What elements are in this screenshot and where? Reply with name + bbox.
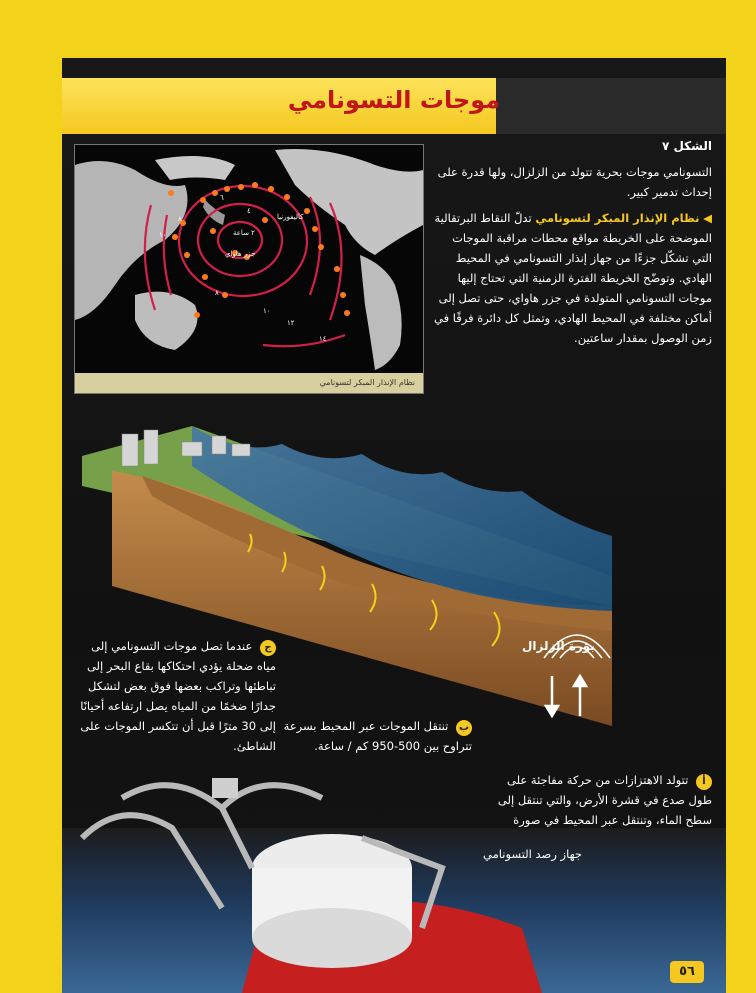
map-footer: نظام الإنذار المبكر لتسونامي <box>75 373 423 393</box>
map-label-12: ١٢ <box>287 319 295 327</box>
map-label-4: ٤ <box>247 207 251 215</box>
map-description <box>434 208 712 348</box>
map-heading: نظام الإنذار المبكر لتسونامي <box>535 211 700 225</box>
map-label-two-hours: ٢ ساعة <box>233 229 255 237</box>
step-b-text: تنتقل الموجات عبر المحيط بسرعة تتراوح بين 500-950 كم / ساعة. <box>283 719 472 753</box>
intro-paragraph: التسونامي موجات بحرية تتولد من الزلزال، ولها قدرة على إحداث تدمير كبير. <box>437 165 712 199</box>
map-label-hawaii: جزر هاواي <box>225 250 256 258</box>
map-text: تدلّ النقاط البرتقالية الموضحة على الخريطة مواقع محطات مراقبة الموجات التي تشكّل جزءًا من جهاز إنذار التسونامي في المحيط الهادي. وتوضّح الخريطة الفترة الزمنية التي تحتاج إليها موجات التسونامي المتولدة في جزر هاواي، حتى تصل إلى أماكن مختلفة في المحيط الهادي، وتمثل كل دائرة فرقًا في زمن الوصول بمقدار ساعتين. <box>434 211 712 345</box>
page-title: موجات التسونامي <box>287 86 501 114</box>
step-a-badge: أ <box>696 774 712 790</box>
step-c-badge: ج <box>260 640 276 656</box>
pacific-map <box>74 144 424 394</box>
tsunami-buoy-photo <box>62 758 726 993</box>
figure-label: الشكل ٧ <box>661 139 712 153</box>
step-c-block <box>76 636 276 756</box>
page <box>62 58 726 993</box>
buoy-caption: جهاز رصد التسونامي <box>483 847 582 861</box>
map-graphic <box>75 145 423 373</box>
map-label-10b: ١٠ <box>263 307 271 315</box>
map-label-california: كاليفورنيا <box>277 213 304 221</box>
map-label-8a: ٨ <box>178 215 182 223</box>
step-c-text: عندما تصل موجات التسونامي إلى مياه ضحلة يؤدي احتكاكها بقاع البحر إلى تباطئها وتراكب بعضها فوق بعض لتشكل جدارًا ضخمًا من المياه يصل ارتفاعه أحيانًا إلى 30 مترًا قبل أن تتكسر الموجات على الشاطئ. <box>80 639 276 753</box>
map-label-8b: ٨ <box>215 289 219 297</box>
epicenter-label: بؤرة الزلزال <box>522 639 595 653</box>
step-b-block <box>272 716 472 756</box>
map-label-10a: ١٠ <box>159 231 167 239</box>
step-b-badge: ب <box>456 720 472 736</box>
step-a-text: تتولد الاهتزازات من حركة مفاجئة على طول صدع في قشرة الأرض، والتي تنتقل إلى سطح الماء، وتنتقل عبر المحيط في صورة <box>497 773 712 827</box>
map-label-14: ١٤ <box>319 335 327 343</box>
map-label-6: ٦ <box>220 194 224 202</box>
arrow-left-icon: ◀ <box>703 211 712 225</box>
buoy-graphic <box>62 758 726 993</box>
page-number: ٥٦ <box>670 961 704 983</box>
